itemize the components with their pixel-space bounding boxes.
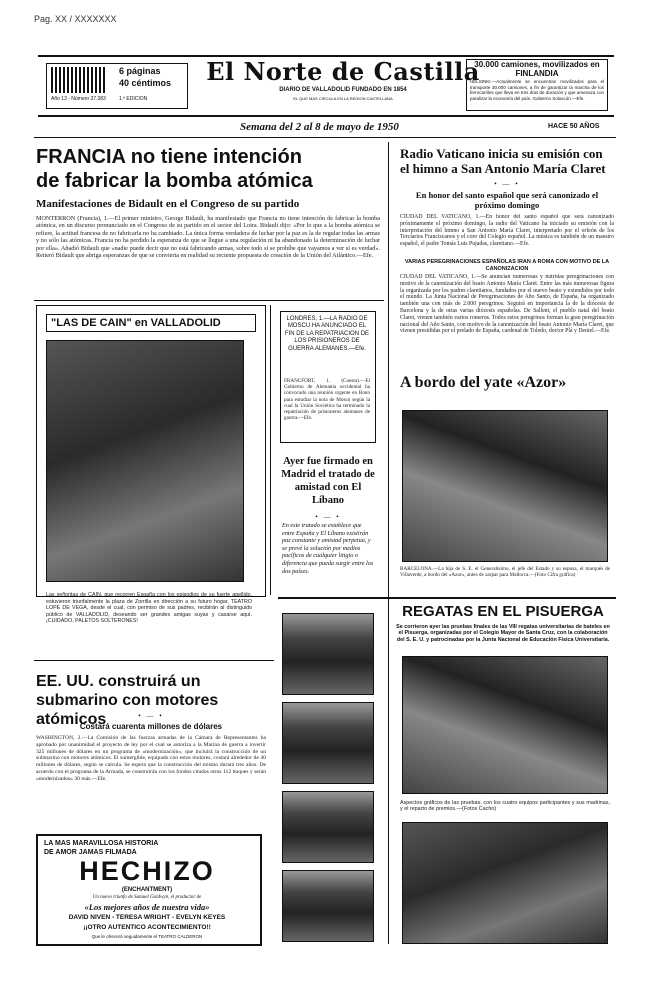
divider xyxy=(34,300,384,301)
cain-photo xyxy=(46,340,244,582)
regatas-photo-2 xyxy=(282,702,374,784)
finlandia-brief xyxy=(466,59,608,111)
finlandia-headline: 30.000 camiones, movilizados en FINLANDIA xyxy=(474,60,600,78)
vaticano-subhead: En honor del santo español que será canonizado el próximo domingo xyxy=(415,190,599,210)
hechizo-line-4: ¡¡OTRO AUTENTICO ACONTECIMIENTO!! xyxy=(83,924,211,931)
azor-headline: A bordo del yate «Azor» xyxy=(400,374,567,391)
regatas-headline: REGATAS EN EL PISUERGA xyxy=(402,603,604,620)
finlandia-body: HELSINKI.—Actualmente se encuentran movilizados para el transporte 30.000 camiones, a fin de garantizar la marcha de los ferrocarriles que lleva en tres días de duración y que amenaza con paralizar la economía del país. Gobierno Soluscón.—Efe. xyxy=(470,79,604,101)
eeuu-bullets: • — • xyxy=(138,712,164,720)
libano-bullets: • — • xyxy=(315,513,341,521)
hechizo-cast: DAVID NIVEN - TERESA WRIGHT - EVELYN KEYES xyxy=(68,914,226,921)
vaticano-body-1: CIUDAD DEL VATICANO, 1.—En honor del santo español que será canonizado próximamente el próximo domingo, la radio del Vaticano ha iniciado su emisión con la interpretación del himno a San Antonio María Claret, interpretado por el orfeón de los Terciarios Franciscanos y el coro del Colegio español. La música es también de un maestro español, el padre Tomás Luis Pujadas, claretiano.—Efe. xyxy=(400,214,614,248)
londres-body-2: FRANCFORT, 1. (Cuesta).—El Gobierno de Alemania occidental ha convocado una reunión urgente en Bonn para estudiar la nota de Moscú según la cual la Unión Soviética ha terminado la repatriación de prisioneros alemanes de guerra.—Efe. xyxy=(284,378,370,422)
hechizo-top-1: LA MAS MARAVILLOSA HISTORIA xyxy=(44,840,159,847)
newspaper-title: El Norte de Castilla xyxy=(206,57,480,86)
regatas-photo-1 xyxy=(282,613,374,695)
francia-body: MONTERRON (Francia), 1.—El primer ministro, George Bidault, ha manifestado que Francia no tiene intención de fabricar la bomba atómica, en un discurso pronunciado en el Congreso de su partido en el sector del Loira. Bidault dijo: «Por lo que a la bomba atómica se refiere, la actitud francesa de no fabricarla no ha cambiado. La única forma verdadera de luchar por la paz es la de regular todas las armas y no sólo las atómicas. Francia no ha perdido la esperanza de que se llegue a una regulación ni ha abandonado la determinación de luchar por ella». Añadió Bidault que «nadie puede decir que no está fabricando armas, sobre todo si se prohíbe que vayamos a ver si es verdad». Reiteró Bidault que abriga esperanzas de que se convierta en realidad su reciente propuesta de creación de la Unión del Atlántico.—Efe. xyxy=(36,215,380,260)
hechizo-line-2: «Los mejores años de nuestra vida» xyxy=(84,902,210,912)
libano-headline: Ayer fue firmado en Madrid el tratado de amistad con El Líbano xyxy=(281,456,375,506)
divider xyxy=(34,660,274,661)
francia-headline-1: FRANCIA no tiene intención xyxy=(36,146,302,168)
regatas-photo-crowd xyxy=(402,822,608,944)
eeuu-body: WASHINGTON, 2.—La Comisión de las fuerzas armadas de la Cámara de Representantes ha aprobado por unanimidad el proyecto de ley por el cual se autoriza a la Marina de guerra a invertir 325 millones de dólares en un programa de «modernización», que incluirá la construcción de un submarino con motores atómicos. El sumergible, equipado con estos motores, costará alrededor de 40 millones de dólares, según se calcula. Se espera que la construcción del mismo durará tres años. De acuerdo con el programa de la Armada, se construirán con los fondos citados otros 112 buques y serán «modernizados» 30 más.—Efe. xyxy=(36,735,266,782)
eeuu-headline: EE. UU. construirá un submarino con motores atómicos xyxy=(36,673,219,728)
divider xyxy=(388,142,389,944)
regatas-photo-trophy xyxy=(402,656,608,794)
regatas-photo-3 xyxy=(282,791,374,863)
hechizo-top-2: DE AMOR JAMAS FILMADA xyxy=(44,849,137,856)
cain-caption: Las señoritas de CAIN, que recorren España con los episodios de su fuerte apellido, estuvieron triunfalmente la plaza de Zorrilla en dirección a su futuro hogar, TEATRO LOPE DE VEGA, desde el cual, con permiso de sus padres, recibirán al distinguido público de VALLADOLID, deseando ser grandes amigas suyas y casarse aquí. ¡CUIDADO, PALETOS SOLTERONES! xyxy=(46,592,252,625)
newspaper-subtitle: DIARIO DE VALLADOLID FUNDADO EN 1854 xyxy=(279,87,407,93)
divider xyxy=(270,305,271,595)
vaticano-subhead-2: VARIAS PEREGRINACIONES ESPAÑOLAS IRAN A ROMA CON MOTIVO DE LA CANONIZACION xyxy=(404,259,610,272)
londres-body: LONDRES, 1.—LA RADIO DE MOSCU HA ANUNCIADO EL FIN DE LA REPATRIACION DE LOS PRISIONEROS DE GUERRA ALEMANES.—Efe. xyxy=(284,316,370,352)
azor-caption: BARCELONA.—La hija de S. E. el Generalísimo, el jefe del Estado y su esposa, el marqués de Villaverde, a bordo del «Azor», antes de zarpar para Mallorca.—(Foto Cifra gráfica) xyxy=(400,566,610,579)
newspaper-subtitle-2: EL QUE MAS CIRCULA EN LA REGION CASTELLANA xyxy=(293,96,393,101)
hechizo-line-5: Que le ofrecerá seguidamente el TEATRO CALDERON xyxy=(91,934,203,939)
hechizo-title: HECHIZO xyxy=(79,856,215,886)
regatas-intro: Se corrieron ayer las pruebas finales de las VIII regatas universitarias de bateles en el Pisuerga, organizadas por el Colegio Mayor de Santa Cruz, con la colaboración del S. E. U. y patrocinadas por la Junta Nacional de Educación Física Universitaria. xyxy=(396,624,610,643)
vaticano-headline: Radio Vaticano inicia su emisión con el himno a San Antonio María Claret xyxy=(400,146,606,176)
regatas-photo-4 xyxy=(282,870,374,942)
pages-count: 6 páginas xyxy=(119,66,161,76)
hechizo-line-1: Un nuevo triunfo de Samuel Goldwyn, el productor de xyxy=(92,895,202,900)
dateline: Semana del 2 al 8 de mayo de 1950 xyxy=(240,121,399,133)
edition: 1.ª EDICION xyxy=(119,96,148,102)
francia-headline-2: de fabricar la bomba atómica xyxy=(36,170,313,192)
francia-subhead: Manifestaciones de Bidault en el Congreso de su partido xyxy=(36,198,300,210)
regatas-caption: Aspectos gráficos de las pruebas, con los cuatro equipos participantes y sus madrinas, y el reparto de premios.—(Fotos Cacho) xyxy=(400,800,610,813)
hechizo-subtitle: (ENCHANTMENT) xyxy=(121,887,173,893)
price-box xyxy=(46,63,188,109)
issue-number: Año 13 - Número 37.383 xyxy=(51,96,106,102)
azor-photo xyxy=(402,410,608,562)
masthead xyxy=(38,55,614,117)
hace-label: HACE 50 AÑOS xyxy=(548,123,600,130)
vaticano-bullets: • — • xyxy=(494,180,520,188)
divider xyxy=(278,597,616,599)
price: 40 céntimos xyxy=(119,78,172,88)
libano-body: En este tratado se establece que entre España y El Líbano existirán paz constante y amistad perpetua, y se prevé la solución por medios pacíficos de cualquier litigio o diferencia que pueda surgir entre los dos países. xyxy=(282,522,374,575)
divider xyxy=(34,137,616,138)
masthead-logo-icon xyxy=(51,67,107,93)
vaticano-body-2: CIUDAD DEL VATICANO, 1.—Se anuncian numerosas y nutridas peregrinaciones con motivo de la canonización del beato Antonio María Claret. Entre las más numerosas figura la organizada por los padres claretianos, fundados por el nuevo beato y extendidos por todo el mundo. La Junta Nacional de Peregrinaciones de Año Santo, de España, ha organizado también una con más de 2.000 peregrinos. Seguirá en importancia la de la diócesis de Barcelona y la de otras varias diócesis españolas. De Sallent, el pueblo natal del beato Claret, vienen también varios romeros. Todos estos peregrinos forman la gran peregrinación nacional del Año Santo, con motivo de la canonización del beato Antonio María Claret, que vienen presididas por el prelado de España, cardenal de Toledo, doctor Plá y Deniel.—Efe. xyxy=(400,274,614,335)
cain-label: "LAS DE CAIN" en VALLADOLID xyxy=(46,314,256,332)
page-reference: Pag. XX / XXXXXXX xyxy=(34,14,117,24)
eeuu-subhead: Costará cuarenta millones de dólares xyxy=(79,722,223,731)
